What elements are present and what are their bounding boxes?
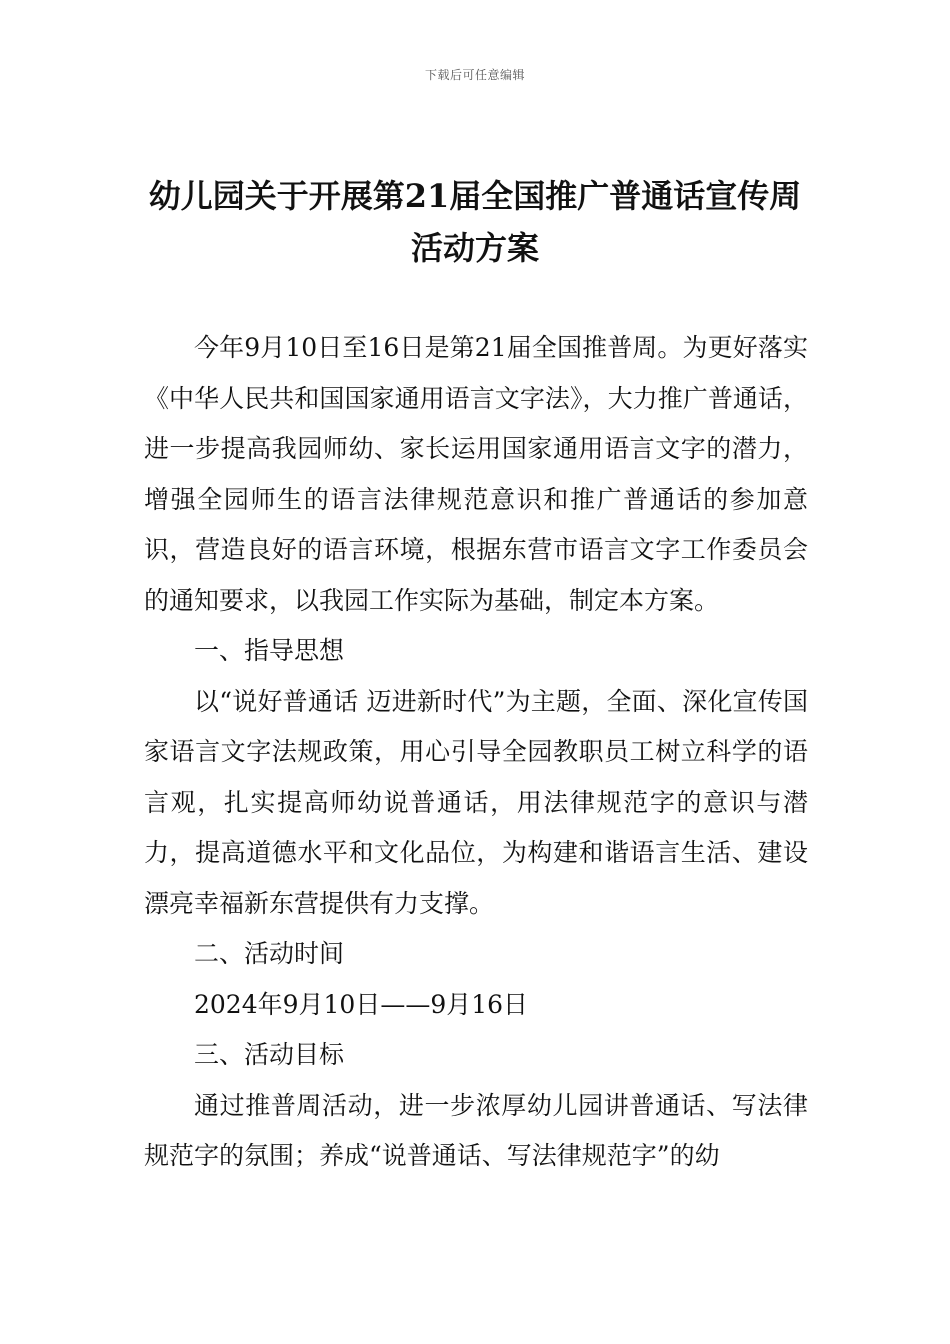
document-title: 幼儿园关于开展第21届全国推广普通话宣传周活动方案	[148, 177, 802, 267]
section-heading-activity-time: 二、活动时间	[194, 939, 345, 968]
header-note: 下载后可任意编辑	[424, 68, 525, 82]
section-heading-activity-goals: 三、活动目标	[194, 1040, 345, 1069]
activity-goals-paragraph: 通过推普周活动，进一步浓厚幼儿园讲普通话、写法律规范字的氛围；养成“说普通话、写法律规范字”的幼	[144, 1090, 808, 1170]
activity-time-paragraph: 2024年9月10日——9月16日	[194, 989, 529, 1019]
section-heading-guiding-ideology: 一、指导思想	[194, 636, 345, 665]
guiding-ideology-paragraph: 以“说好普通话 迈进新时代”为主题，全面、深化宣传国家语言文字法规政策，用心引导全园教职员工树立科学的语言观，扎实提高师幼说普通话，用法律规范字的意识与潜力，提高道德水平和文化品位，为构建和谐语言生活、建设漂亮幸福新东营提供有力支撑。	[144, 686, 808, 918]
intro-paragraph: 今年9月10日至16日是第21届全国推普周。为更好落实《中华人民共和国国家通用语言文字法》，大力推广普通话，进一步提高我园师幼、家长运用国家通用语言文字的潜力，增强全园师生的语言法律规范意识和推广普通话的参加意识，营造良好的语言环境，根据东营市语言文字工作委员会的通知要求，以我园工作实际为基础，制定本方案。	[144, 333, 808, 615]
document-body	[144, 323, 808, 1182]
